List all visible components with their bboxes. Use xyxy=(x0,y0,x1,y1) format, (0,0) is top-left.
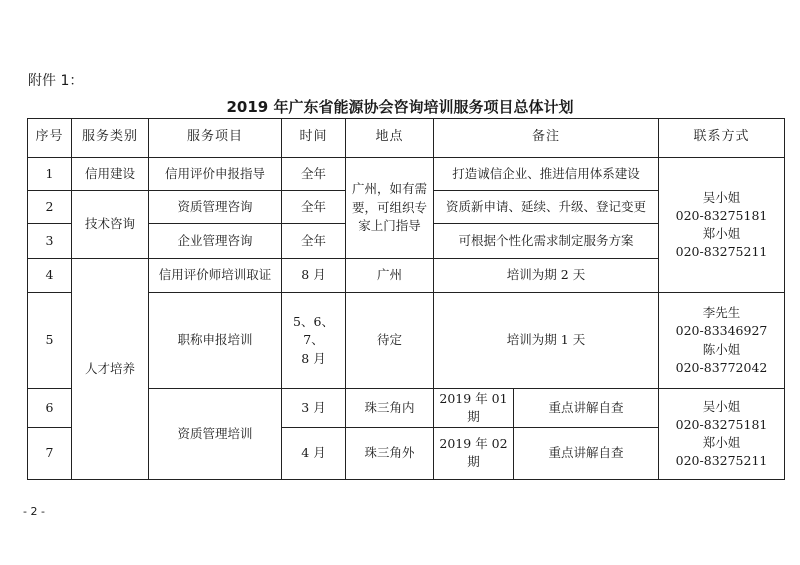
header-contact: 联系方式 xyxy=(659,119,785,158)
header-time: 时间 xyxy=(282,119,346,158)
seq-cell: 2 xyxy=(28,190,72,223)
remark-cell: 重点讲解自查 xyxy=(514,388,659,427)
location-line: 家上门指导 xyxy=(358,217,421,233)
location-cell: 待定 xyxy=(346,293,434,389)
project-cell: 信用评价师培训取证 xyxy=(149,258,282,292)
location-cell: 珠三角外 xyxy=(346,427,434,479)
remark-cell: 培训为期 2 天 xyxy=(434,258,659,292)
time-cell: 8 月 xyxy=(282,258,346,292)
category-cell: 人才培养 xyxy=(72,258,149,479)
contact-name: 吴小姐 xyxy=(702,189,741,205)
project-cell: 信用评价申报指导 xyxy=(149,157,282,190)
project-cell: 资质管理咨询 xyxy=(149,190,282,223)
location-cell: 珠三角内 xyxy=(346,388,434,427)
contact-phone: 020-83275211 xyxy=(675,243,768,259)
remark-cell: 资质新申请、延续、升级、登记变更 xyxy=(434,190,659,223)
remark-cell: 重点讲解自查 xyxy=(514,427,659,479)
contact-phone: 020-83275181 xyxy=(675,416,768,432)
table-row xyxy=(28,157,785,190)
attachment-label: 附件 1： xyxy=(28,73,84,89)
seq-cell: 3 xyxy=(28,224,72,258)
header-category: 服务类别 xyxy=(72,119,149,158)
period-cell: 2019 年 02 期 xyxy=(434,427,514,479)
project-cell: 企业管理咨询 xyxy=(149,224,282,258)
time-cell: 全年 xyxy=(282,157,346,190)
header-seq: 序号 xyxy=(28,119,72,158)
time-line: 8 月 xyxy=(301,350,326,366)
location-line: 广州，如有需 xyxy=(351,181,427,197)
project-cell: 资质管理培训 xyxy=(149,388,282,479)
contact-name: 李先生 xyxy=(702,305,741,321)
page-number: - 2 - xyxy=(23,505,45,518)
project-cell: 职称申报培训 xyxy=(149,293,282,389)
time-cell: 4 月 xyxy=(282,427,346,479)
time-cell: 全年 xyxy=(282,190,346,223)
location-cell: 广州 xyxy=(346,258,434,292)
contact-phone: 020-83275181 xyxy=(675,207,768,223)
document-title: 2019 年广东省能源协会咨询培训服务项目总体计划 xyxy=(226,98,574,116)
contact-name: 郑小姐 xyxy=(702,225,741,241)
seq-cell: 5 xyxy=(28,293,72,389)
contact-phone: 020-83346927 xyxy=(675,323,768,339)
header-location: 地点 xyxy=(346,119,434,158)
remark-cell: 培训为期 1 天 xyxy=(434,293,659,389)
seq-cell: 4 xyxy=(28,258,72,292)
contact-name: 郑小姐 xyxy=(702,434,741,450)
category-cell: 信用建设 xyxy=(72,157,149,190)
seq-cell: 7 xyxy=(28,427,72,479)
contact-name: 陈小姐 xyxy=(702,341,741,357)
seq-cell: 6 xyxy=(28,388,72,427)
time-cell: 3 月 xyxy=(282,388,346,427)
time-cell: 全年 xyxy=(282,224,346,258)
period-cell: 2019 年 01 期 xyxy=(434,388,514,427)
time-line: 5、6、7、 xyxy=(293,314,334,348)
remark-cell: 可根据个性化需求制定服务方案 xyxy=(434,224,659,258)
header-row xyxy=(28,119,785,158)
contact-cell xyxy=(659,388,785,479)
contact-cell xyxy=(659,293,785,389)
category-cell: 技术咨询 xyxy=(72,190,149,258)
contact-name: 吴小姐 xyxy=(702,398,741,414)
plan-table xyxy=(27,118,785,480)
header-project: 服务项目 xyxy=(149,119,282,158)
header-remark: 备注 xyxy=(434,119,659,158)
time-cell xyxy=(282,293,346,389)
contact-cell xyxy=(659,157,785,293)
remark-cell: 打造诚信企业、推进信用体系建设 xyxy=(434,157,659,190)
consult-location-cell xyxy=(346,157,434,258)
seq-cell: 1 xyxy=(28,157,72,190)
location-line: 要，可组织专 xyxy=(351,199,427,215)
contact-phone: 020-83772042 xyxy=(675,359,768,375)
contact-phone: 020-83275211 xyxy=(675,453,768,469)
